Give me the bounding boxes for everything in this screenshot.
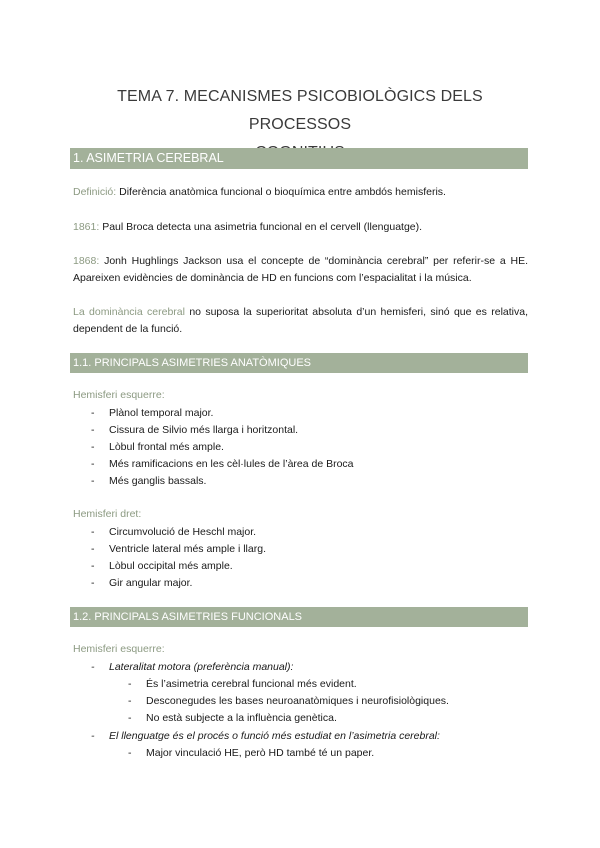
anat-right-list [91,524,266,592]
title-line-1: TEMA 7. MECANISMES PSICOBIOLÒGICS DELS PROCESSOS [117,88,483,133]
list-item: - El llenguatge és el procés o funció més estudiat en l’asimetria cerebral: [91,730,440,742]
definition-label: Definició: [73,186,117,198]
year-1861-label: 1861: [73,221,100,233]
list-item: - Plànol temporal major. [91,407,214,419]
list-item: - Ventricle lateral més ample i llarg. [91,543,266,555]
year-1868-label: 1868: [73,255,100,267]
section-heading-asimetria: 1. ASIMETRIA CEREBRAL [70,148,528,169]
section-heading-anatomiques: 1.1. PRINCIPALS ASIMETRIES ANATÒMIQUES [70,353,528,373]
list-item: - Cissura de Silvio més llarga i horitzontal. [91,424,299,436]
dominance-paragraph [73,304,528,338]
func-item-1-list [91,659,293,676]
anat-right-hemisphere-label: Hemisferi dret: [73,508,142,520]
section-heading-funcionals: 1.2. PRINCIPALS ASIMETRIES FUNCIONALS [70,607,528,627]
list-item: - Més ramificacions en les cèl·lules de l’àrea de Broca [91,458,354,470]
func-left-hemisphere-label: Hemisferi esquerre: [73,643,165,655]
list-item: - Major vinculació HE, però HD també té un paper. [128,747,375,759]
year-1861-text: Paul Broca detecta una asimetria funcional en el cervell (llenguatge). [102,221,423,233]
anat-left-hemisphere-label: Hemisferi esquerre: [73,389,165,401]
list-item: - Desconegudes les bases neuroanatòmiques i neurofisiològiques. [128,695,449,707]
definition-text: Diferència anatòmica funcional o bioquímica entre ambdós hemisferis. [119,186,446,198]
list-item: - Gir angular major. [91,577,193,589]
func-item-1-sublist [128,676,449,727]
paragraph-1861 [73,219,528,236]
anat-left-list [91,405,354,490]
definition-paragraph [73,184,528,201]
list-item: - No està subjecte a la influència genètica. [128,712,337,724]
func-item-2-list [91,728,440,745]
list-item: - És l’asimetria cerebral funcional més evident. [128,678,357,690]
list-item: - Lòbul occipital més ample. [91,560,233,572]
func-item-2-sublist [128,745,374,762]
list-item: - Lateralitat motora (preferència manual): [91,661,294,673]
list-item: - Lòbul frontal més ample. [91,441,224,453]
paragraph-1868 [73,253,528,287]
list-item: - Circumvolució de Heschl major. [91,526,257,538]
dominance-text: no suposa la superioritat absoluta d’un hemisferi, sinó que es relativa, dependent de la funció. [73,306,528,335]
list-item: - Més ganglis bassals. [91,475,207,487]
year-1868-text: Jonh Hughlings Jackson usa el concepte de “dominància cerebral” per referir-se a HE. Apareixen evidències de dominància de HD en funcions com l’espacialitat i la música. [73,255,529,284]
dominance-label: La dominància cerebral [73,306,185,318]
